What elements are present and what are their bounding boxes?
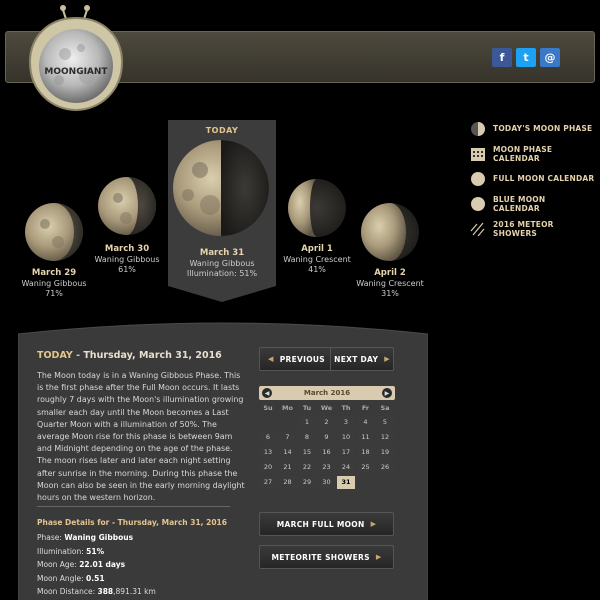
calendar-weekday: We [320, 404, 333, 412]
calendar-day[interactable]: 10 [337, 431, 355, 445]
moon-phase: Waning Crescent [283, 255, 351, 264]
calendar-day[interactable]: 11 [357, 431, 375, 445]
phase-description: The Moon today is in a Waning Gibbous Phase. This is the first phase after the Full Moon occurs. It lasts roughly 7 days with the Moon's illumination growing smaller each day until the Moon becomes a Last Quarter Moon with a illumination of 50%. The average Moon rise for this phase is between 9am and Midnight depending on the age of the phase. The moon rises later and later each night setting after sunrise in the morning. During this phase the Moon can also be seen in the early morning daylight hours on the western horizon. [37, 371, 245, 503]
sidebar-item-label: FULL MOON CALENDAR [493, 174, 595, 183]
calendar-month: March 2016 [303, 389, 351, 397]
sidebar-item-label: MOON PHASE CALENDAR [493, 144, 553, 163]
detail-row-moon-age: Moon Age: 22.01 days [37, 560, 126, 569]
phase-details [37, 531, 156, 599]
calendar-day[interactable]: 23 [318, 461, 336, 475]
calendar-day[interactable]: 7 [279, 431, 297, 445]
calendar-day[interactable]: 13 [259, 446, 277, 460]
calendar-day[interactable]: 4 [357, 416, 375, 430]
calendar-weekday: Th [341, 404, 351, 412]
calendar-weekday: Sa [380, 404, 390, 412]
next-day-label: NEXT DAY [334, 354, 379, 364]
moon-caption-april-1 [277, 244, 357, 275]
today-label: TODAY [205, 126, 239, 135]
calendar-day[interactable]: 6 [259, 431, 277, 445]
calendar-day[interactable]: 25 [357, 461, 375, 475]
calendar-day[interactable]: 2 [318, 416, 336, 430]
brand-name: MOONGIANT [44, 67, 108, 77]
calendar-day[interactable]: 8 [298, 431, 316, 445]
mini-calendar [259, 386, 395, 489]
calendar-day[interactable]: 30 [318, 476, 336, 490]
moon-caption-april-2 [350, 268, 430, 299]
calendar-day[interactable]: 14 [279, 446, 297, 460]
moon-date: March 30 [104, 244, 150, 254]
moon-illumination: Illumination: 51% [186, 269, 258, 278]
calendar-day[interactable]: 20 [259, 461, 277, 475]
calendar-weekday: Su [263, 404, 273, 412]
calendar-prev-icon[interactable]: ◀ [262, 388, 272, 398]
facebook-icon[interactable]: f [492, 48, 512, 67]
calendar-empty-cell [357, 476, 375, 490]
moon-image-march-29[interactable] [25, 203, 83, 261]
calendar-weekday: Mo [282, 404, 293, 412]
sidebar-item-label: TODAY'S MOON PHASE [493, 124, 593, 133]
calendar-empty-cell [376, 476, 394, 490]
today-date: Thursday, March 31, 2016 [83, 350, 222, 361]
calendar-weekday: Tu [302, 404, 312, 412]
phase-details-title: Phase Details for - Thursday, March 31, 2016 [37, 518, 227, 527]
moon-illumination: 31% [381, 289, 399, 298]
triangle-left-icon: ◀ [268, 355, 274, 363]
moon-caption-march-31 [172, 248, 272, 279]
calendar-day[interactable]: 12 [376, 431, 394, 445]
calendar-day[interactable]: 5 [376, 416, 394, 430]
calendar-empty-cell [279, 416, 297, 430]
calendar-day[interactable]: 16 [318, 446, 336, 460]
calendar-day[interactable]: 24 [337, 461, 355, 475]
calendar-day[interactable]: 27 [259, 476, 277, 490]
march-full-moon-label: MARCH FULL MOON [276, 519, 365, 529]
calendar-day[interactable]: 18 [357, 446, 375, 460]
sidebar-item-label: BLUE MOON CALENDAR [493, 194, 546, 213]
calendar-day[interactable]: 19 [376, 446, 394, 460]
moon-date: April 1 [301, 244, 333, 254]
detail-row-moon-angle: Moon Angle: 0.51 [37, 573, 105, 583]
divider [37, 506, 230, 507]
moon-illumination: 61% [118, 265, 136, 274]
moon-image-april-2[interactable] [361, 203, 419, 261]
next-day-button[interactable] [330, 347, 394, 371]
sidebar-item-label: 2016 METEOR SHOWERS [493, 219, 554, 238]
moon-date: March 29 [31, 268, 77, 278]
calendar-day[interactable]: 22 [298, 461, 316, 475]
previous-label: PREVIOUS [279, 354, 325, 364]
calendar-empty-cell [259, 416, 277, 430]
calendar-next-icon[interactable]: ▶ [382, 388, 392, 398]
detail-row-moon-distance: Moon Distance: 388,891.31 km [37, 587, 156, 596]
moon-illumination: 41% [308, 265, 326, 274]
calendar-day[interactable]: 28 [279, 476, 297, 490]
calendar-day[interactable]: 21 [279, 461, 297, 475]
moon-phase: Waning Gibbous [189, 259, 255, 268]
email-icon[interactable]: @ [540, 48, 560, 67]
calendar-weekday: Fr [361, 404, 370, 412]
meteorite-showers-button[interactable] [259, 545, 394, 569]
calendar-day-selected[interactable]: 31 [337, 476, 355, 490]
moon-image-march-31[interactable] [173, 140, 269, 236]
calendar-day[interactable]: 1 [298, 416, 316, 430]
moon-caption-march-30 [87, 244, 167, 275]
moon-date: April 2 [374, 268, 406, 278]
calendar-day[interactable]: 26 [376, 461, 394, 475]
triangle-right-icon: ▶ [370, 520, 377, 528]
march-full-moon-button[interactable] [259, 512, 394, 536]
meteorite-showers-label: METEORITE SHOWERS [271, 552, 370, 562]
moon-phase: Waning Gibbous [94, 255, 160, 264]
moon-image-april-1[interactable] [288, 179, 346, 237]
moon-caption-march-29 [14, 268, 94, 299]
calendar-day[interactable]: 29 [298, 476, 316, 490]
detail-row-illumination: Illumination: 51% [37, 546, 105, 556]
calendar-day[interactable]: 15 [298, 446, 316, 460]
moon-image-march-30[interactable] [98, 177, 156, 235]
moon-date: March 31 [199, 248, 245, 258]
calendar-day[interactable]: 9 [318, 431, 336, 445]
detail-row-phase: Phase: Waning Gibbous [37, 533, 134, 542]
today-heading [37, 350, 222, 361]
moon-phase: Waning Gibbous [21, 279, 87, 288]
previous-button[interactable] [259, 347, 334, 371]
triangle-right-icon: ▶ [384, 355, 390, 363]
moon-phase: Waning Crescent [356, 279, 424, 288]
calendar-header [259, 386, 395, 400]
calendar-grid [259, 402, 395, 489]
calendar-day[interactable]: 3 [337, 416, 355, 430]
triangle-right-icon: ▶ [375, 553, 382, 561]
moon-illumination: 71% [45, 289, 63, 298]
twitter-icon[interactable]: t [516, 48, 536, 67]
calendar-day[interactable]: 17 [337, 446, 355, 460]
today-prefix: TODAY - [37, 350, 81, 361]
